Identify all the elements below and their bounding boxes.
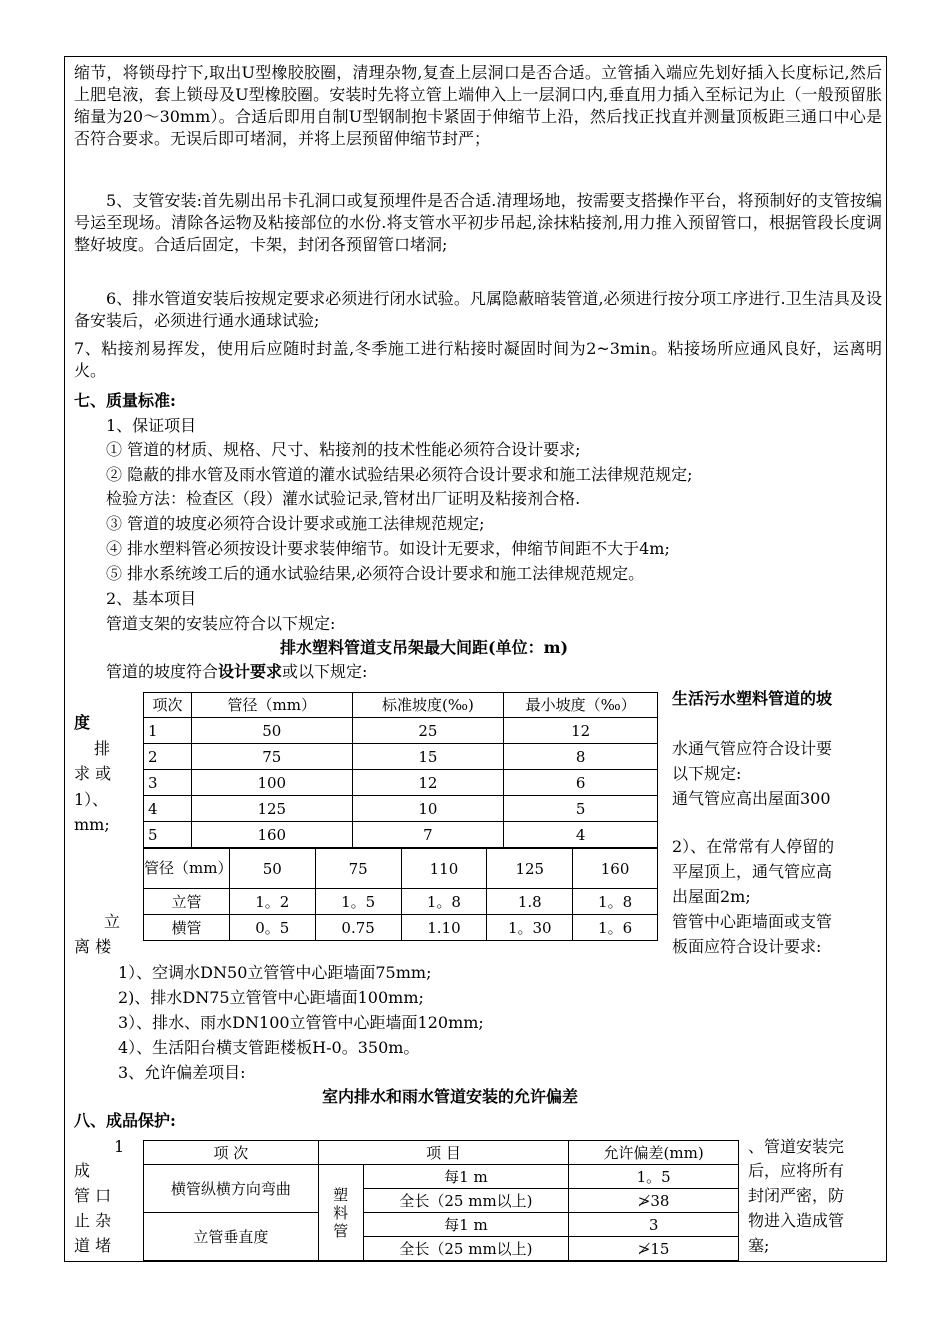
table-cell: 5	[504, 796, 658, 822]
table-row	[144, 770, 658, 796]
support-size: 75	[315, 849, 401, 889]
slope-header: 标准坡度(‰)	[352, 693, 504, 718]
right-fragment: 2）、在常常有人停留的	[672, 837, 835, 856]
table-cell: 3	[144, 770, 192, 796]
table-cell: 50	[191, 718, 352, 744]
table-cell: 100	[191, 770, 352, 796]
table-cell: 1。30	[487, 915, 573, 941]
slope-table	[143, 692, 658, 848]
left-fragment: 离 楼	[74, 937, 112, 956]
support-size: 160	[573, 849, 658, 889]
table-cell: 每1 m	[363, 1165, 569, 1189]
left-fragment: mm;	[74, 815, 110, 834]
right-fragment: 管管中心距墙面或支管	[672, 912, 833, 931]
table-cell: 0.75	[315, 915, 401, 941]
right-title: 生活污水塑料管道的坡	[672, 689, 833, 708]
table-row	[144, 744, 658, 770]
table-cell: 1。6	[573, 915, 658, 941]
support-size: 110	[401, 849, 487, 889]
distance-item: 4）、生活阳台横支管距楼板H-0。350m。	[118, 1038, 420, 1057]
slope-header: 最小坡度（‰）	[504, 693, 658, 718]
table-cell: 1.8	[487, 889, 573, 915]
table-cell: 10	[352, 796, 504, 822]
item-name: 横管纵横方向弯曲	[144, 1165, 319, 1213]
table-title-deviation: 室内排水和雨水管道安装的允许偏差	[322, 1087, 579, 1106]
right8-fragment: 物进入造成管	[748, 1211, 845, 1230]
table-row	[144, 915, 658, 941]
support-spacing-table	[143, 848, 658, 941]
left-fragment: 立	[104, 912, 121, 931]
left8-fragment: 管 口	[74, 1186, 112, 1205]
table-cell: ≯15	[569, 1237, 739, 1261]
item: ⑤ 排水系统竣工后的通水试验结果,必须符合设计要求和施工法律规范规定。	[106, 564, 645, 583]
item: ③ 管道的坡度必须符合设计要求或施工法律规范规定;	[106, 514, 485, 533]
row-label: 横管	[144, 915, 230, 941]
table-cell: 7	[352, 822, 504, 848]
material-label: 塑料管	[318, 1165, 363, 1261]
slope-intro: 管道的坡度符合设计要求或以下规定:	[106, 662, 368, 681]
table-cell: 25	[352, 718, 504, 744]
item: ④ 排水塑料管必须按设计要求装伸缩节。如设计无要求，伸缩节间距不大于4m;	[106, 539, 670, 558]
paragraph-6: 6、排水管道安装后按规定要求必须进行闭水试验。凡属隐蔽暗装管道,必须进行按分项工序进行.卫生洁具及设备安装后，必须进行通水通球试验;	[74, 289, 882, 330]
left-fragment: 1）、	[74, 790, 109, 809]
right-fragment: 通气管应高出屋面300	[672, 789, 831, 808]
table-row	[144, 1165, 739, 1189]
table-cell: 1。8	[401, 889, 487, 915]
deviation-table	[143, 1140, 739, 1261]
support-size: 50	[229, 849, 315, 889]
table-cell: 1。2	[229, 889, 315, 915]
left-fragment: 求 或	[74, 764, 112, 783]
right-fragment: 平屋顶上，通气管应高	[672, 862, 833, 881]
table-cell: 4	[144, 796, 192, 822]
item: ① 管道的材质、规格、尺寸、粘接剂的技术性能必须符合设计要求;	[106, 440, 581, 459]
table-cell: 4	[504, 822, 658, 848]
table-cell: ≯38	[569, 1189, 739, 1213]
section-1: 1、保证项目	[106, 416, 197, 435]
deviation-header: 允许偏差(mm)	[569, 1141, 739, 1165]
right8-fragment: 封闭严密，防	[748, 1186, 845, 1205]
section-2: 2、基本项目	[106, 589, 197, 608]
paragraph-continued: 缩节，将锁母拧下,取出U型橡胶胶圈，清理杂物,复查上层洞口是否合适。立管插入端应先划好插入长度标记,然后上肥皂液，套上锁母及U型橡胶圈。安装时先将立管上端伸入上一层洞口内,垂直用力插入至标记为止（一般预留胀缩量为20～30mm）。合适后即用自制U型钢制抱卡紧固于伸缩节上沿，然后找正找直并测量顶板距三通口中心是否符合要求。无误后即可堵洞，并将上层预留伸缩节封严；	[74, 63, 882, 148]
table-cell: 15	[352, 744, 504, 770]
table-cell: 0。5	[229, 915, 315, 941]
left8-fragment: 道 堵	[74, 1236, 112, 1255]
table-cell: 8	[504, 744, 658, 770]
paragraph-5: 5、支管安装:首先剔出吊卡孔洞口或复预埋件是否合适.清理场地，按需要支搭操作平台，将预制好的支管按编号运至现场。清除各运物及粘接部位的水份.将支管水平初步吊起,涂抹粘接剂,用力推入预留管口，根据管段长度调整好坡度。合适后固定，卡架，封闭各预留管口堵洞;	[74, 191, 882, 254]
right8-fragment: 塞;	[748, 1236, 770, 1255]
left-fragment: 排	[94, 739, 111, 758]
slope-header: 管径（mm）	[191, 693, 352, 718]
table-cell: 6	[504, 770, 658, 796]
table-cell: 12	[352, 770, 504, 796]
heading-8: 八、成品保护:	[74, 1111, 176, 1130]
right8-fragment: 后，应将所有	[748, 1161, 845, 1180]
heading-7: 七、质量标准:	[74, 391, 176, 410]
table-row	[144, 1213, 739, 1237]
row-label: 立管	[144, 889, 230, 915]
table-cell: 12	[504, 718, 658, 744]
support-intro: 管道支架的安装应符合以下规定:	[106, 614, 336, 633]
table-cell: 160	[191, 822, 352, 848]
item: 检验方法：检查区（段）灌水试验记录,管材出厂证明及粘接剂合格.	[106, 489, 581, 508]
left-fragment: 度	[74, 713, 91, 732]
table-row	[144, 889, 658, 915]
table-cell: 125	[191, 796, 352, 822]
table-cell: 5	[144, 822, 192, 848]
distance-item: 3）、排水、雨水DN100立管管中心距墙面120mm;	[118, 1013, 484, 1032]
right8-fragment: 、管道安装完	[748, 1137, 845, 1156]
support-size: 125	[487, 849, 573, 889]
deviation-header: 项 次	[144, 1141, 319, 1165]
paragraph-7: 7、粘接剂易挥发，使用后应随时封盖,冬季施工进行粘接时凝固时间为2~3min。粘接场所应通风良好，运离明火。	[74, 339, 882, 380]
table-cell: 每1 m	[363, 1213, 569, 1237]
table-cell: 1。5	[569, 1165, 739, 1189]
table-cell: 1.10	[401, 915, 487, 941]
distance-item: 2)、排水DN75立管管中心距墙面100mm;	[118, 988, 424, 1007]
table-cell: 1	[144, 718, 192, 744]
right-fragment: 以下规定:	[672, 764, 742, 783]
section-3: 3、允许偏差项目:	[118, 1063, 246, 1082]
deviation-header: 项 目	[318, 1141, 569, 1165]
right-fragment: 水通气管应符合设计要	[672, 739, 833, 758]
table-cell: 3	[569, 1213, 739, 1237]
distance-item: 1）、空调水DN50立管管中心距墙面75mm;	[118, 963, 432, 982]
table-cell: 75	[191, 744, 352, 770]
left8-fragment: 1	[114, 1137, 125, 1156]
left8-fragment: 止 杂	[74, 1211, 112, 1230]
right-fragment: 出屋面2m;	[672, 887, 751, 906]
item: ② 隐蔽的排水管及雨水管道的灌水试验结果必须符合设计要求和施工法律规范规定;	[106, 465, 693, 484]
table-row	[144, 796, 658, 822]
right-fragment: 板面应符合设计要求:	[672, 937, 822, 956]
table-cell: 全长（25 mm以上)	[363, 1237, 569, 1261]
table-row	[144, 822, 658, 848]
table-cell: 全长（25 mm以上)	[363, 1189, 569, 1213]
support-header-label: 管径（mm）	[144, 849, 230, 889]
item-name: 立管垂直度	[144, 1213, 319, 1261]
table-cell: 2	[144, 744, 192, 770]
table-cell: 1。5	[315, 889, 401, 915]
slope-header: 项次	[144, 693, 192, 718]
table-cell: 1。8	[573, 889, 658, 915]
left8-fragment: 成	[74, 1161, 91, 1180]
table-row	[144, 718, 658, 744]
table-title-support: 排水塑料管道支吊架最大间距(单位：m)	[280, 638, 569, 657]
